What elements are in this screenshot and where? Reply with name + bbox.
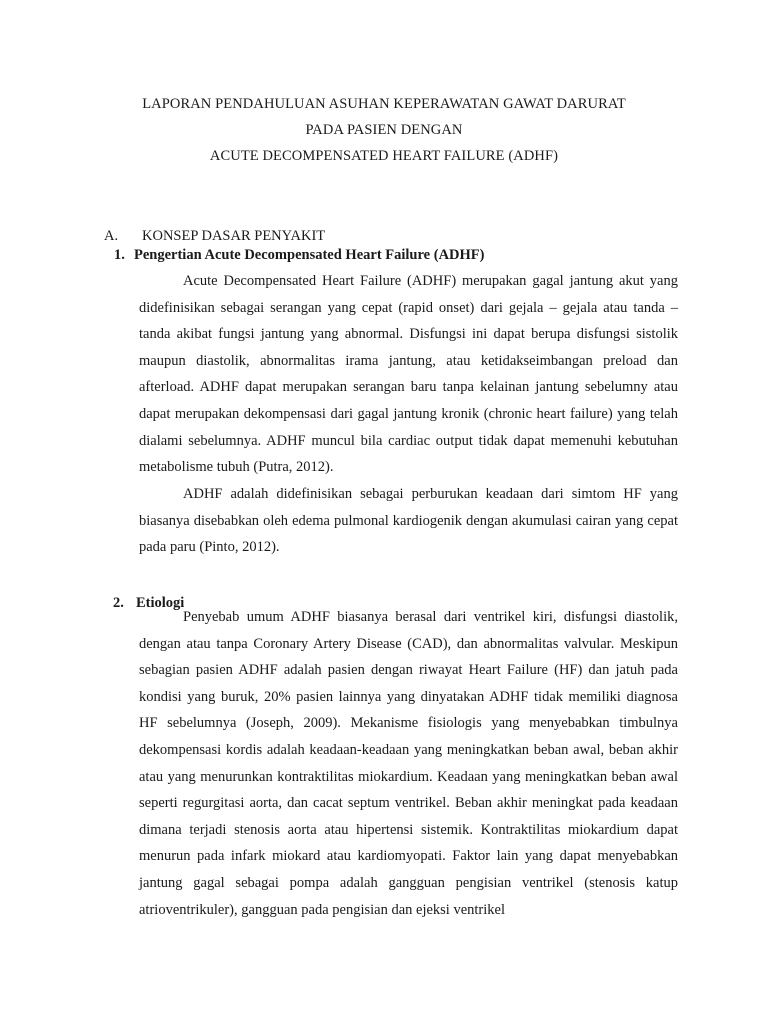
section-a-number: A. [104, 228, 119, 244]
subsection-2-paragraph-1: Penyebab umum ADHF biasanya berasal dari ventrikel kiri, disfungsi diastolik, dengan atau tanpa Coronary Artery Disease (CAD), dan abnormalitas valvular. Meskipun sebagian pasien ADHF adalah pasien dengan riwayat Heart Failure (HF) dan jatuh pada kondisi yang buruk, 20% pasien lainnya yang dinyatakan ADHF tidak memiliki diagnosa HF sebelumnya (Joseph, 2009). Mekanisme fisiologis yang menyebabkan timbulnya dekompensasi kordis adalah keadaan-keadaan yang meningkatkan beban awal, beban akhir atau yang menurunkan kontraktilitas miokardium. Keadaan yang meningkatkan beban awal seperti regurgitasi aorta, dan cacat septum ventrikel. Beban akhir meningkat pada keadaan dimana terjadi stenosis aorta atau hipertensi sistemik. Kontraktilitas miokardium dapat menurun pada infark miokard atau kardiomyopati. Faktor lain yang dapat menyebabkan jantung gagal sebagai pompa adalah gangguan pengisian ventrikel (stenosis katup atrioventrikuler), gangguan pada pengisian dan ejeksi ventrikel [139, 609, 678, 918]
section-a-title: KONSEP DASAR PENYAKIT [142, 228, 326, 244]
document-title-line-3: ACUTE DECOMPENSATED HEART FAILURE (ADHF) [209, 148, 559, 164]
subsection-1-title: Pengertian Acute Decompensated Heart Failure (ADHF) [134, 247, 485, 263]
subsection-1-paragraph-1: Acute Decompensated Heart Failure (ADHF) merupakan gagal jantung akut yang didefinisikan sebagai serangan yang cepat (rapid onset) dari gejala – gejala atau tanda – tanda akibat fungsi jantung yang abnormal. Disfungsi ini dapat berupa disfungsi sistolik maupun diastolik, abnormalitas irama jantung, atau ketidakseimbangan preload dan afterload. ADHF dapat merupakan serangan baru tanpa kelainan jantung sebelumny atau dapat merupakan dekompensasi dari gagal jantung kronik (chronic heart failure) yang telah dialami sebelumnya. ADHF muncul bila cardiac output tidak dapat memenuhi kebutuhan metabolisme tubuh (Putra, 2012). [139, 273, 678, 476]
subsection-1-heading [114, 245, 484, 265]
subsection-2-number: 2. [113, 595, 124, 611]
subsection-1-number: 1. [114, 247, 125, 263]
subsection-1-paragraph-2: ADHF adalah didefinisikan sebagai perburukan keadaan dari simtom HF yang biasanya disebabkan oleh edema pulmonal kardiogenik dengan akumulasi cairan yang cepat pada paru (Pinto, 2012). [139, 486, 678, 556]
section-a-heading [104, 226, 325, 246]
document-title-line-2: PADA PASIEN DENGAN [305, 122, 463, 138]
document-title-line-1: LAPORAN PENDAHULUAN ASUHAN KEPERAWATAN GAWAT DARURAT [142, 96, 626, 112]
subsection-2-title: Etiologi [136, 595, 185, 611]
